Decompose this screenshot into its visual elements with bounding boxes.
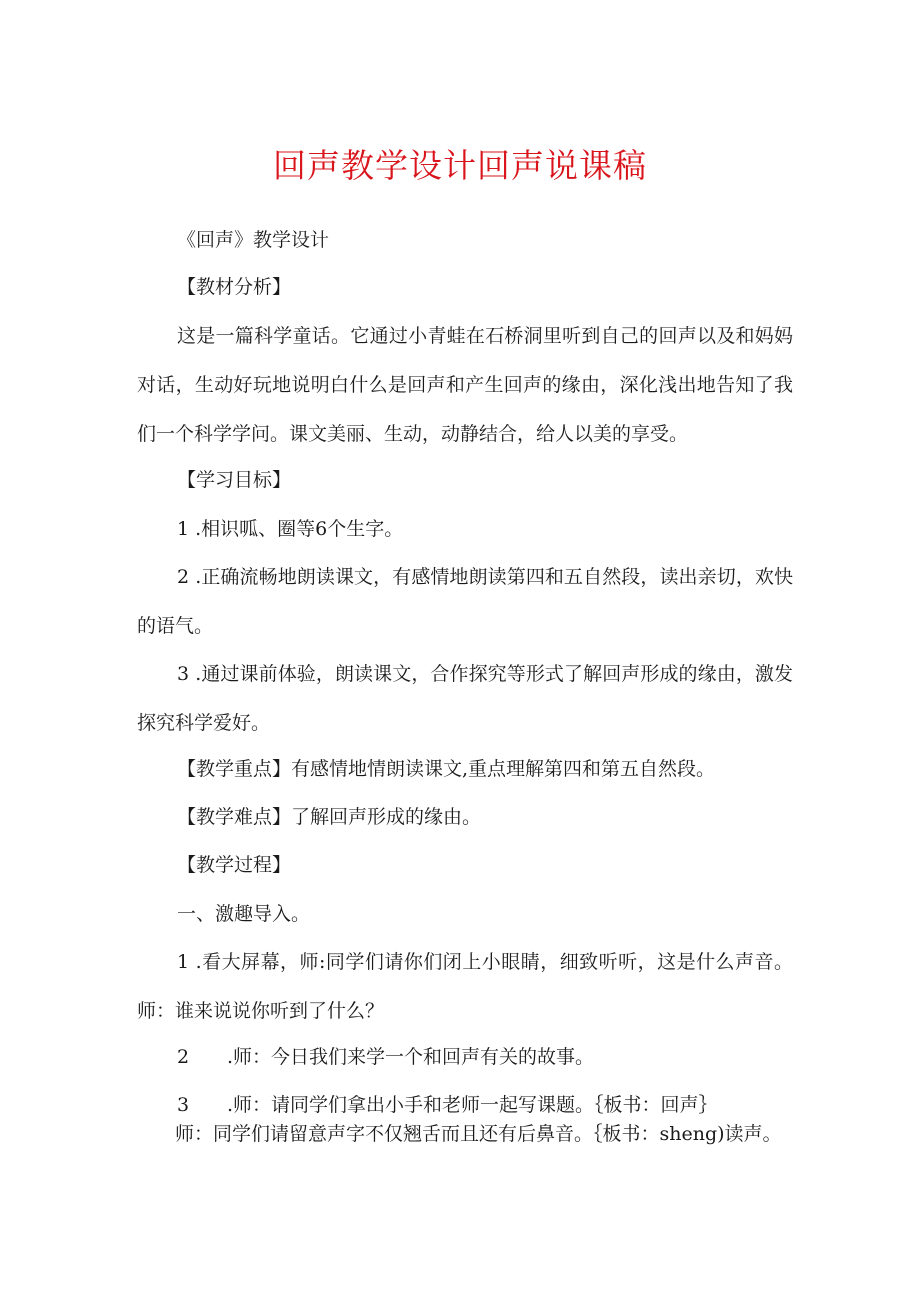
step-2-text: .师：今日我们来学一个和回声有关的故事。 bbox=[227, 1046, 595, 1068]
step-3-continuation: 师：同学们请留意声字不仅翘舌而且还有后鼻音。｛板书：sheng)读声。 bbox=[175, 1123, 782, 1145]
key-points: 【教学重点】有感情地情朗读课文,重点理解第四和第五自然段。 bbox=[177, 758, 716, 780]
step-2-number: 2 bbox=[177, 1046, 190, 1068]
step-1: 1 .看大屏幕，师:同学们请你们闭上小眼睛，细致听听，这是什么声音。师：谁来说说你听到了什么？ bbox=[137, 951, 793, 1022]
objective-3: 3 .通过课前体验，朗读课文，合作探究等形式了解回声形成的缘由，激发探究科学爱好。 bbox=[137, 663, 793, 734]
document-title: 回声教学设计回声说课稿 bbox=[273, 146, 647, 185]
objective-2: 2 .正确流畅地朗读课文，有感情地朗读第四和五自然段，读出亲切，欢快的语气。 bbox=[137, 566, 793, 637]
material-analysis-paragraph: 这是一篇科学童话。它通过小青蛙在石桥洞里听到自己的回声以及和妈妈对话，生动好玩地说明白什么是回声和产生回声的缘由，深化浅出地告知了我们一个科学学问。课文美丽、生动，动静结合，给人以美的享受。 bbox=[137, 325, 793, 445]
step-3-number: 3 bbox=[177, 1094, 190, 1116]
objective-1: 1 .相识呱、圈等6个生字。 bbox=[177, 518, 404, 540]
objectives-heading: 【学习目标】 bbox=[177, 469, 292, 491]
difficulties: 【教学难点】了解回声形成的缘由。 bbox=[177, 806, 482, 828]
step-3-text: .师：请同学们拿出小手和老师一起写课题。｛板书：回声｝ bbox=[227, 1094, 718, 1116]
subtitle: 《回声》教学设计 bbox=[177, 229, 330, 251]
process-heading: 【教学过程】 bbox=[177, 854, 292, 876]
step-one-heading: 一、激趣导入。 bbox=[177, 903, 311, 925]
material-analysis-heading: 【教材分析】 bbox=[177, 276, 292, 298]
